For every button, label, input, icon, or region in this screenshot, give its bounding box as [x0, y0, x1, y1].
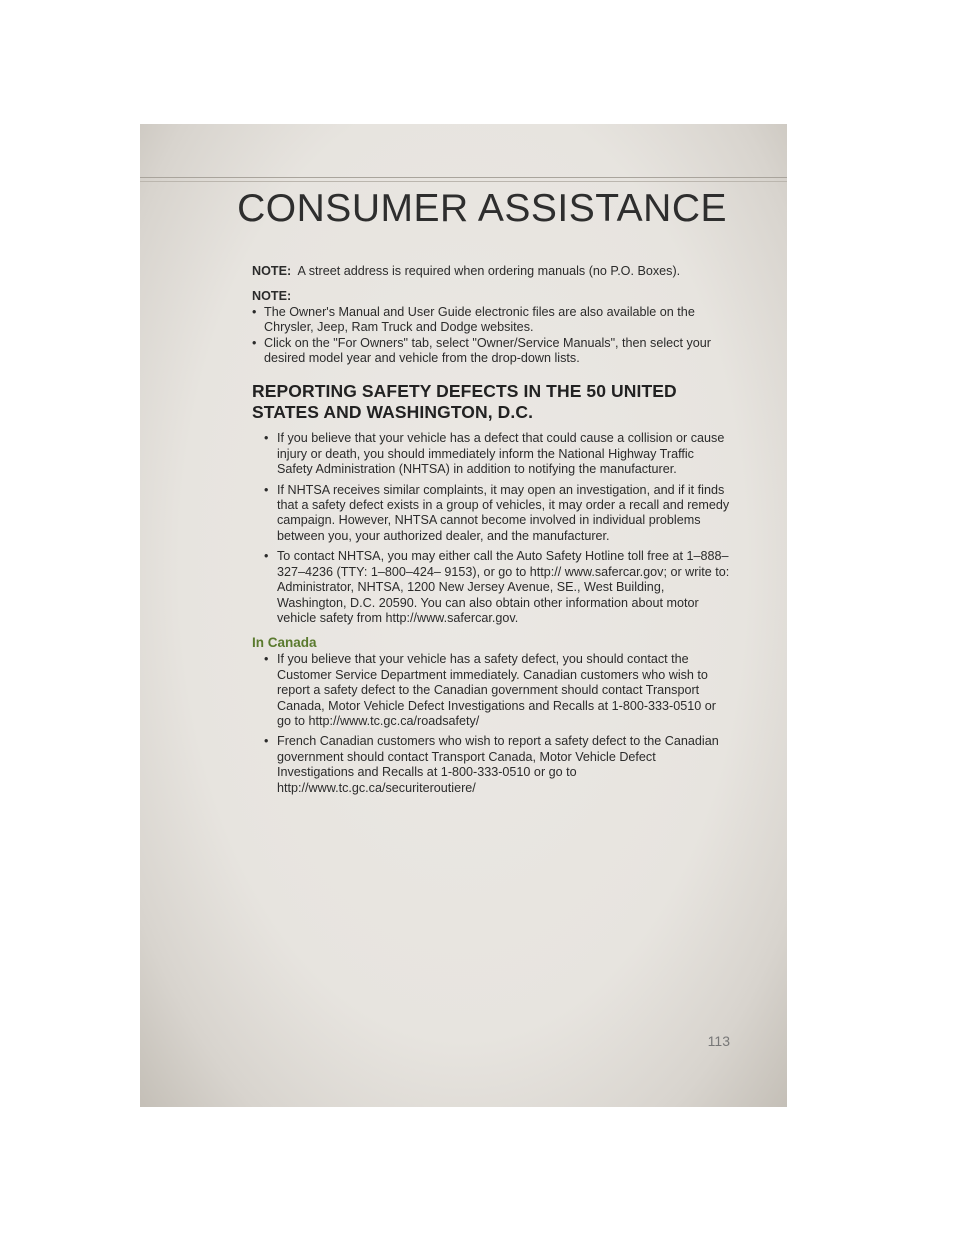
list-item: • French Canadian customers who wish to report a safety defect to the Canadian government should contact Transport Canada, Motor Vehicle Defect Investigations and Recalls at 1-800-333-0510 or go to http://www.tc.gc.ca/securiteroutiere/	[252, 734, 732, 796]
note-list	[252, 305, 732, 367]
note-electronic-files	[252, 289, 732, 304]
list-item: • The Owner's Manual and User Guide electronic files are also available on the Chrysler, Jeep, Ram Truck and Dodge websites.	[252, 305, 732, 336]
canada-list	[252, 652, 732, 796]
manual-page	[140, 124, 787, 1107]
list-item: • To contact NHTSA, you may either call the Auto Safety Hotline toll free at 1–888–327–4236 (TTY: 1–800–424– 9153), or go to http:// www.safercar.gov; or write to: Administrator, NHTSA, 1200 New Jersey Avenue, SE., West Building, Washington, D.C. 20590. You can also obtain other information about motor vehicle safety from http://www.safercar.gov.	[252, 549, 732, 626]
list-item: • If you believe that your vehicle has a defect that could cause a collision or cause injury or death, you should immediately inform the National Highway Traffic Safety Administration (NHTSA) in addition to notifying the manufacturer.	[252, 431, 732, 477]
note-label: NOTE:	[252, 289, 292, 304]
list-item: • Click on the "For Owners" tab, select "Owner/Service Manuals", then select your desired model year and vehicle from the drop-down lists.	[252, 336, 732, 367]
page-title: CONSUMER ASSISTANCE	[237, 187, 727, 230]
safety-defects-list	[252, 431, 732, 626]
canada-heading: In Canada	[252, 635, 317, 651]
list-item: • If NHTSA receives similar complaints, it may open an investigation, and if it finds that a safety defect exists in a group of vehicles, it may order a recall and remedy campaign. However, NHTSA cannot become involved in individual problems between you, your authorized dealer, and the manufacturer.	[252, 483, 732, 545]
page-content	[252, 264, 732, 801]
list-item: • If you believe that your vehicle has a safety defect, you should contact the Customer Service Department immediately. Canadian customers who wish to report a safety defect to the Canadian government should contact Transport Canada, Motor Vehicle Defect Investigations and Recalls at 1-800-333-0510 or go to http://www.tc.gc.ca/roadsafety/	[252, 652, 732, 729]
header-rule-top	[140, 177, 787, 178]
note-ordering	[252, 264, 732, 279]
note-text: A street address is required when ordering manuals (no P.O. Boxes).	[297, 264, 681, 278]
section-heading: REPORTING SAFETY DEFECTS IN THE 50 UNITED STATES AND WASHINGTON, D.C.	[252, 381, 677, 423]
page-number: 113	[707, 1033, 730, 1049]
note-label: NOTE:	[252, 264, 292, 278]
header-rule-bottom	[140, 181, 787, 182]
